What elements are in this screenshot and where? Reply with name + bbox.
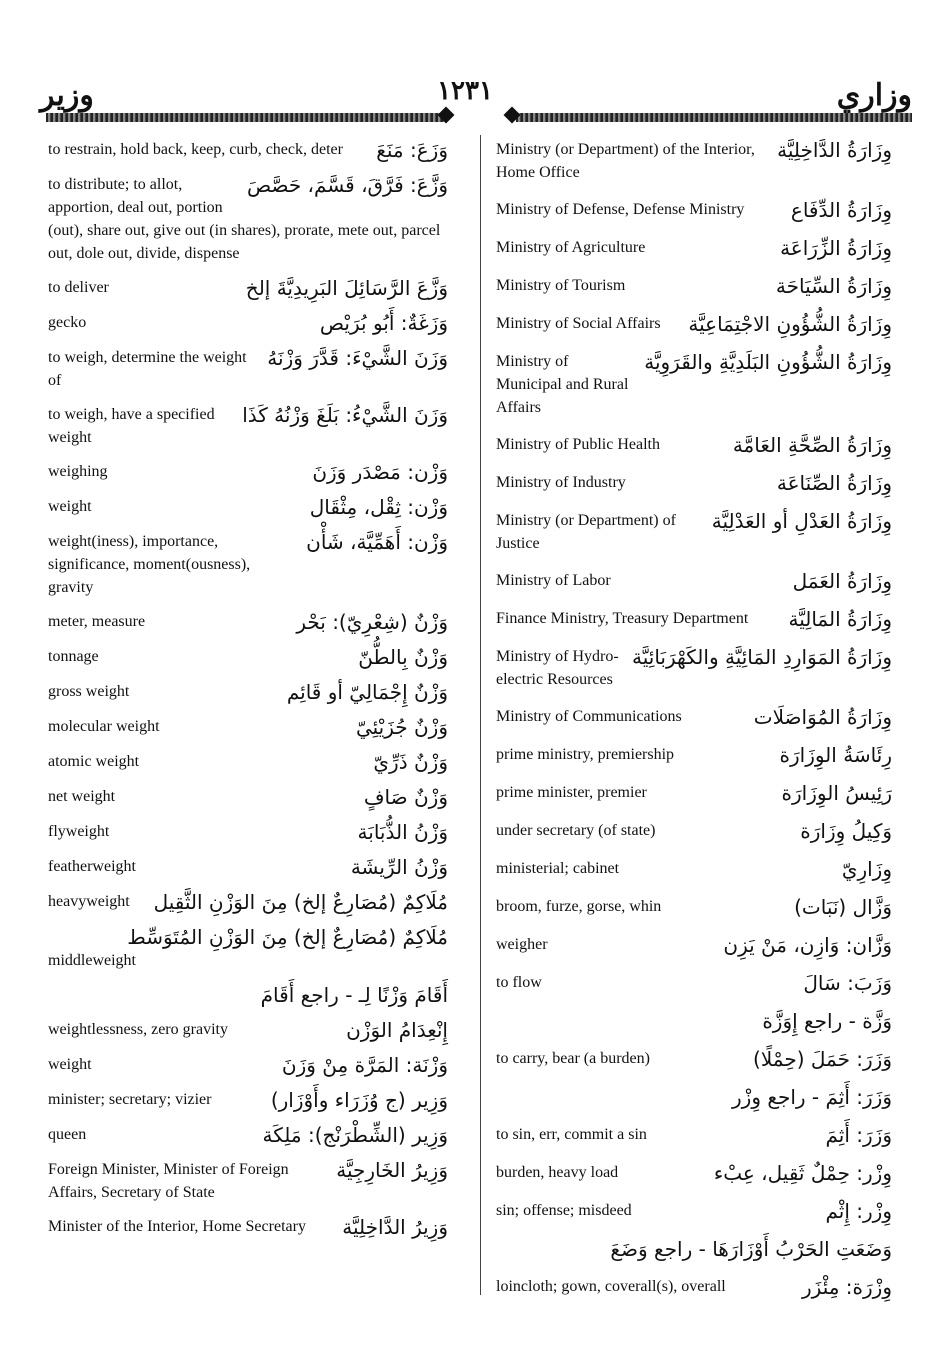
arabic-headword: وِزْر: إِثْم <box>825 1199 892 1223</box>
right-column <box>496 138 892 1313</box>
header-rule-left <box>46 113 444 122</box>
arabic-headword: وَزَغَةٌ: أَبُو بُرَيْص <box>319 311 448 335</box>
english-definition: Finance Ministry, Treasury Department <box>496 610 749 627</box>
english-definition: middleweight <box>48 952 136 969</box>
english-definition: weight <box>48 498 92 515</box>
english-definition: to sin, err, commit a sin <box>496 1126 647 1143</box>
arabic-headword: إِنْعِدَامُ الوَزْن <box>346 1018 448 1042</box>
arabic-headword: وَزْنٌ ذَرِّيّ <box>373 750 448 774</box>
english-definition: ministerial; cabinet <box>496 860 620 877</box>
arabic-headword: رَئِيسُ الوِزَارَة <box>781 781 892 805</box>
dictionary-entry <box>48 890 448 914</box>
arabic-headword: وَزَنَ الشَّيْءَ: قَدَّرَ وَزْنَهُ <box>267 346 448 370</box>
arabic-headword: وِزْر: حِمْلٌ ثَقِيل، عِبْء <box>713 1161 892 1185</box>
english-definition: to flow <box>496 974 542 991</box>
dictionary-entry <box>496 1009 892 1033</box>
dictionary-entry <box>48 1053 448 1077</box>
dictionary-entry <box>496 895 892 919</box>
english-definition: Ministry of Labor <box>496 572 611 589</box>
dictionary-entry <box>48 983 448 1007</box>
dictionary-entry <box>496 1047 892 1071</box>
dictionary-entry <box>496 857 892 881</box>
english-definition: to weigh, determine the weight of <box>48 349 247 389</box>
arabic-headword: وِزَارَةُ الدَّاخِلِيَّة <box>777 138 892 162</box>
english-definition: to deliver <box>48 279 109 296</box>
arabic-headword: وَزَّان: وَازِن، مَنْ يَزِن <box>723 933 892 957</box>
dictionary-entry <box>48 403 448 449</box>
dictionary-entry <box>48 173 448 265</box>
arabic-headword: وِزَارِيّ <box>841 857 892 881</box>
dictionary-entry <box>496 1275 892 1299</box>
arabic-headword: وَزَرَ: أَثِمَ <box>825 1123 892 1147</box>
arabic-headword: وِزَارَةُ الدِّفَاع <box>790 198 892 222</box>
arabic-headword: وَزْن: أَهَمِّيَّة، شَأْن <box>306 530 448 554</box>
arabic-headword: وَزِيرُ الدَّاخِلِيَّة <box>342 1215 448 1239</box>
english-definition: Ministry of Defense, Defense Ministry <box>496 201 745 218</box>
dictionary-entry <box>496 433 892 457</box>
arabic-headword: وَزَعَ: مَنَعَ <box>376 138 448 162</box>
arabic-headword: وَزَرَ: أَثِمَ - راجع وِزْر <box>732 1085 892 1109</box>
dictionary-entry <box>496 743 892 767</box>
english-definition: under secretary (of state) <box>496 822 656 839</box>
arabic-headword: وِزَارَةُ الزِّرَاعَة <box>780 236 892 260</box>
english-definition: Ministry (or Department) of the Interior, Home Office <box>496 141 755 181</box>
english-definition: Ministry of Communications <box>496 708 682 725</box>
english-definition: gecko <box>48 314 87 331</box>
english-definition: flyweight <box>48 823 110 840</box>
english-definition: burden, heavy load <box>496 1164 619 1181</box>
english-definition: to distribute; to allot, apportion, deal out, portion (out), share out, give out (in shares), prorate, mete out, parcel out, dole out, divide, dispense <box>48 176 441 262</box>
english-definition: meter, measure <box>48 613 146 630</box>
dictionary-entry <box>48 138 448 162</box>
arabic-headword: وَزْنٌ بِالطُّنّ <box>358 645 448 669</box>
english-definition: queen <box>48 1126 87 1143</box>
dictionary-entry <box>496 1237 892 1261</box>
arabic-headword: مُلَاكِمٌ (مُصَارِعٌ إلخ) مِنَ الوَزْنِ الثَّقِيل <box>153 890 448 914</box>
arabic-headword: رِئَاسَةُ الوِزَارَة <box>779 743 892 767</box>
arabic-headword: وَزِيرُ الخَارِجِيَّة <box>336 1158 448 1182</box>
arabic-headword: وَزِير (ج وُزَرَاء وأَوْزَار) <box>270 1088 448 1112</box>
dictionary-entry <box>496 971 892 995</box>
arabic-headword: وَزْنَة: المَرَّة مِنْ وَزَنَ <box>281 1053 448 1077</box>
english-definition: Minister of the Interior, Home Secretary <box>48 1218 306 1235</box>
dictionary-entry <box>48 1088 448 1112</box>
dictionary-entry <box>48 1158 448 1204</box>
arabic-headword: وِزَارَةُ الشُّؤُونِ البَلَدِيَّةِ والقَرَوِيَّة <box>644 350 892 374</box>
dictionary-entry <box>496 236 892 260</box>
dictionary-entry <box>496 933 892 957</box>
arabic-headword: وَزَّال (نَبَات) <box>794 895 892 919</box>
arabic-headword: وَزِير (الشِّطْرَنْج): مَلِكَة <box>262 1123 448 1147</box>
english-definition: Ministry (or Department) of Justice <box>496 512 676 552</box>
english-definition: prime ministry, premiership <box>496 746 675 763</box>
column-divider <box>480 135 481 1295</box>
english-definition: Ministry of Tourism <box>496 277 626 294</box>
english-definition: loincloth; gown, coverall(s), overall <box>496 1278 726 1295</box>
arabic-headword: وِزَارَةُ السِّيَاحَة <box>775 274 892 298</box>
english-definition: weighing <box>48 463 108 480</box>
dictionary-entry <box>496 1123 892 1147</box>
english-definition: weight(iness), importance, significance, moment(ousness), gravity <box>48 533 251 596</box>
english-definition: Ministry of Public Health <box>496 436 660 453</box>
dictionary-entry <box>496 138 892 184</box>
dictionary-entry <box>496 471 892 495</box>
english-definition: gross weight <box>48 683 130 700</box>
arabic-headword: وَزْن: مَصْدَر وَزَنَ <box>312 460 448 484</box>
dictionary-entry <box>48 346 448 392</box>
dictionary-entry <box>48 820 448 844</box>
english-definition: Ministry of Social Affairs <box>496 315 661 332</box>
english-definition: prime minister, premier <box>496 784 647 801</box>
english-definition: heavyweight <box>48 893 130 910</box>
arabic-headword: وِزَارَةُ المَالِيَّة <box>788 607 892 631</box>
arabic-headword: وَزْنُ الرِّيشَة <box>350 855 448 879</box>
english-definition: Foreign Minister, Minister of Foreign Affairs, Secretary of State <box>48 1161 289 1201</box>
english-definition: to carry, bear (a burden) <box>496 1050 650 1067</box>
arabic-headword: وَزَرَ: حَمَلَ (حِمْلًا) <box>753 1047 892 1071</box>
dictionary-entry <box>48 1018 448 1042</box>
arabic-headword: وَزَّعَ الرَّسَائِلَ البَرِيدِيَّةَ إلخ <box>245 276 448 300</box>
dictionary-entry <box>496 1085 892 1109</box>
arabic-headword: وِزَارَةُ المُوَاصَلَات <box>753 705 892 729</box>
arabic-headword: وِزَارَةُ الشُّؤُونِ الاجْتِمَاعِيَّة <box>688 312 892 336</box>
english-definition: weigher <box>496 936 548 953</box>
left-column <box>48 138 448 1250</box>
dictionary-entry <box>48 1215 448 1239</box>
english-definition: minister; secretary; vizier <box>48 1091 212 1108</box>
english-definition: weightlessness, zero gravity <box>48 1021 228 1038</box>
dictionary-entry <box>496 569 892 593</box>
dictionary-entry <box>496 1199 892 1223</box>
dictionary-entry <box>48 855 448 879</box>
dictionary-entry <box>48 1123 448 1147</box>
dictionary-entry <box>48 495 448 519</box>
dictionary-entry <box>48 610 448 634</box>
arabic-headword: وَكِيلُ وِزَارَة <box>800 819 892 843</box>
english-definition: sin; offense; misdeed <box>496 1202 632 1219</box>
english-definition: Ministry of Agriculture <box>496 239 646 256</box>
dictionary-entry <box>48 715 448 739</box>
dictionary-entry <box>496 274 892 298</box>
english-definition: atomic weight <box>48 753 140 770</box>
dictionary-entry <box>496 607 892 631</box>
arabic-headword: مُلَاكِمٌ (مُصَارِعٌ إلخ) مِنَ الوَزْنِ المُتَوَسِّط <box>127 925 448 949</box>
arabic-headword: وِزَارَةُ الصِّحَّةِ العَامَّة <box>732 433 892 457</box>
arabic-headword: وَزْنٌ جُزَيْئِيّ <box>355 715 448 739</box>
arabic-headword: وَزَّة - راجع إِوَزَّة <box>762 1009 892 1033</box>
dictionary-entry <box>48 680 448 704</box>
arabic-headword: وَزْنٌ صَافٍ <box>363 785 448 809</box>
arabic-headword: وِزَارَةُ العَمَل <box>792 569 892 593</box>
dictionary-entry <box>48 785 448 809</box>
dictionary-entry <box>496 705 892 729</box>
english-definition: weight <box>48 1056 92 1073</box>
dictionary-entry <box>496 781 892 805</box>
english-definition: tonnage <box>48 648 99 665</box>
english-definition: molecular weight <box>48 718 160 735</box>
english-definition: broom, furze, gorse, whin <box>496 898 662 915</box>
dictionary-entry <box>48 530 448 599</box>
english-definition: net weight <box>48 788 116 805</box>
arabic-headword: وِزَارَةُ العَدْلِ أو العَدْلِيَّة <box>711 509 892 533</box>
arabic-headword: أَقَامَ وَزْنًا لِـ - راجع أَقَامَ <box>260 983 448 1007</box>
english-definition: to restrain, hold back, keep, curb, check, deter <box>48 141 343 158</box>
header-left-word: وزير <box>40 79 94 112</box>
arabic-headword: وَضَعَتِ الحَرْبُ أَوْزَارَهَا - راجع وَضَعَ <box>610 1237 892 1261</box>
dictionary-entry <box>496 1161 892 1185</box>
english-definition: featherweight <box>48 858 136 875</box>
arabic-headword: وَزْنُ الذُّبَابَة <box>357 820 448 844</box>
english-definition: Ministry of Hydro-electric Resources <box>496 648 619 688</box>
arabic-headword: وَزَّعَ: فَرَّقَ، قَسَّمَ، حَصَّصَ <box>246 173 448 197</box>
dictionary-entry <box>496 509 892 555</box>
arabic-headword: وَزَبَ: سَالَ <box>803 971 892 995</box>
page-number: ١٢٣١ <box>437 76 493 105</box>
dictionary-entry <box>496 312 892 336</box>
dictionary-entry <box>48 750 448 774</box>
dictionary-entry <box>496 645 892 691</box>
arabic-headword: وَزَنَ الشَّيْءُ: بَلَغَ وَزْنُهُ كَذَا <box>242 403 448 427</box>
english-definition: Ministry of Industry <box>496 474 626 491</box>
arabic-headword: وَزْنٌ (شِعْرِيّ): بَحْر <box>296 610 448 634</box>
dictionary-entry <box>48 645 448 669</box>
dictionary-entry <box>496 350 892 419</box>
header-rule-right <box>516 113 912 122</box>
arabic-headword: وَزْن: ثِقْل، مِثْقَال <box>309 495 448 519</box>
english-definition: Ministry of Municipal and Rural Affairs <box>496 353 629 416</box>
dictionary-entry <box>496 198 892 222</box>
dictionary-entry <box>48 311 448 335</box>
dictionary-entry <box>48 276 448 300</box>
dictionary-entry <box>496 819 892 843</box>
english-definition: to weigh, have a specified weight <box>48 406 215 446</box>
header-right-word: وزاري <box>836 79 912 112</box>
arabic-headword: وِزَارَةُ المَوَارِدِ المَائِيَّةِ والكَهْرَبَائِيَّة <box>632 645 892 669</box>
arabic-headword: وِزَارَةُ الصِّنَاعَة <box>776 471 892 495</box>
dictionary-entry <box>48 925 448 972</box>
arabic-headword: وَزْنٌ إِجْمَالِيّ أو قَائِم <box>286 680 448 704</box>
dictionary-entry <box>48 460 448 484</box>
arabic-headword: وِزْرَة: مِئْزَر <box>802 1275 892 1299</box>
